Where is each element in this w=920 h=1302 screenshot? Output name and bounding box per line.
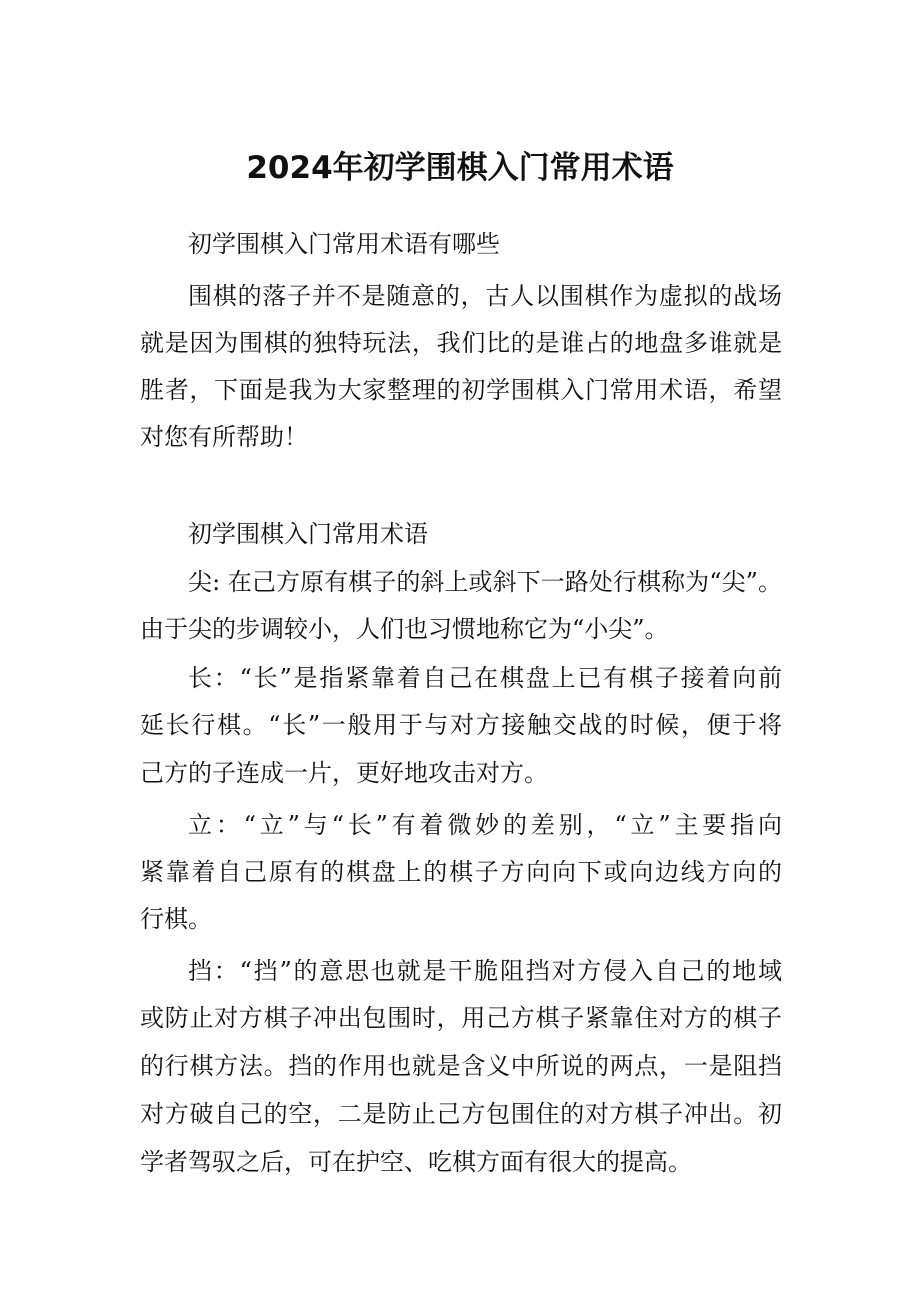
paragraph-line: 围棋的落子并不是随意的，古人以围棋作为虚拟的战场 — [188, 282, 782, 310]
section-heading: 初学围棋入门常用术语 — [188, 520, 428, 548]
paragraph-line: 或防止对方棋子冲出包围时，用己方棋子紧靠住对方的棋子 — [140, 1004, 782, 1032]
paragraph-line: 己方的子连成一片，更好地攻击对方。 — [140, 759, 548, 787]
paragraph-line: 就是因为围棋的独特玩法，我们比的是谁占的地盘多谁就是 — [140, 329, 782, 357]
paragraph-line: 延长行棋。“长”一般用于与对方接触交战的时候，便于将 — [140, 711, 782, 739]
paragraph-line: 对您有所帮助！ — [140, 423, 308, 451]
paragraph-line: 由于尖的步调较小，人们也习惯地称它为“小尖”。 — [140, 615, 669, 643]
intro-heading: 初学围棋入门常用术语有哪些 — [188, 230, 500, 258]
paragraph-line: 尖: 在己方原有棋子的斜上或斜下一路处行棋称为“尖”。 — [188, 568, 782, 596]
paragraph-line: 的行棋方法。挡的作用也就是含义中所说的两点，一是阻挡 — [140, 1052, 782, 1080]
document-title: 2024年初学围棋入门常用术语 — [246, 150, 674, 186]
paragraph-line: 行棋。 — [140, 905, 212, 933]
paragraph-line: 挡：“挡”的意思也就是干脆阻挡对方侵入自己的地域 — [188, 957, 782, 985]
paragraph-line: 立：“立”与“长”有着微妙的差别，“立”主要指向 — [188, 811, 782, 839]
paragraph-line: 对方破自己的空，二是防止己方包围住的对方棋子冲出。初 — [140, 1100, 782, 1128]
paragraph-line: 胜者，下面是我为大家整理的初学围棋入门常用术语，希望 — [140, 376, 782, 404]
paragraph-line: 学者驾驭之后，可在护空、吃棋方面有很大的提高。 — [140, 1148, 692, 1176]
paragraph-line: 紧靠着自己原有的棋盘上的棋子方向向下或向边线方向的 — [140, 858, 782, 886]
paragraph-line: 长：“长”是指紧靠着自己在棋盘上已有棋子接着向前 — [188, 664, 782, 692]
